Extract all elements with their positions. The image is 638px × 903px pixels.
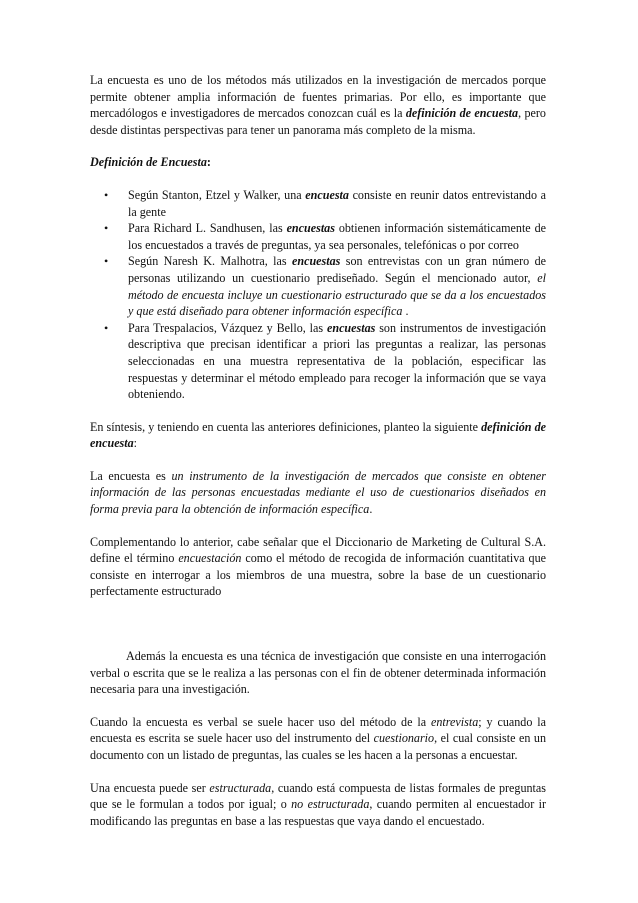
intro-paragraph <box>90 72 546 138</box>
intro-text: La encuesta es uno de los métodos más utilizados en la investigación de mercados porque permite obtener amplia información de fuentes primarias. Por ello, es importante que mercadólogos e investigadores de mercados conozcan cuál es la <box>90 73 546 121</box>
list-item-text: Para Richard L. Sandhusen, las <box>128 221 287 236</box>
section-heading-text: Definición de Encuesta <box>90 155 207 170</box>
list-item-emphasis: encuestas <box>291 254 341 269</box>
structure-text-end: , cuando permiten al encuestador ir modificando las preguntas en base a las respuestas que vaya dando el encuestado. <box>90 797 546 828</box>
intro-text-end: , pero desde distintas perspectivas para tener un panorama más completo de la misma. <box>90 106 546 137</box>
list-item-text-end: . <box>402 304 409 319</box>
verbal-text: Cuando la encuesta es verbal se suele hacer uso del método de la <box>90 714 431 729</box>
document-page <box>90 72 546 829</box>
list-item-emphasis: encuestas <box>326 320 376 335</box>
definition-text: La encuesta es <box>90 468 172 483</box>
technique-text: Además la encuesta es una técnica de investigación que consiste en una interrogación verbal o escrita que se le realiza a las personas con el fin de obtener determinada información necesaria para una investigación. <box>90 649 546 697</box>
synthesis-paragraph <box>90 419 546 452</box>
synthesis-text: En síntesis, y teniendo en cuenta las anteriores definiciones, planteo la siguiente <box>90 419 482 434</box>
complement-italic: encuestación <box>178 551 242 566</box>
definition-paragraph <box>90 468 546 518</box>
intro-emphasis: definición de encuesta <box>405 106 519 121</box>
structure-text: Una encuesta puede ser <box>90 780 210 795</box>
list-item-quote: el método de encuesta incluye un cuestionario estructurado que se da a los encuestados y que está diseñado para obtener información específica <box>128 270 546 319</box>
structure-text-mid: , cuando está compuesta de listas formales de preguntas que se le formulan a todos por igual; o <box>90 780 546 812</box>
structure-italic-2: no estructurada <box>291 797 370 812</box>
definition-text-end: . <box>369 502 373 517</box>
definitions-list <box>90 187 546 403</box>
list-item <box>102 187 546 220</box>
list-item-text: Según Naresh K. Malhotra, las <box>128 254 292 269</box>
list-item-emphasis: encuesta <box>305 187 349 202</box>
list-item-emphasis: encuestas <box>286 221 335 236</box>
list-item-text-end: son instrumentos de investigación descriptiva que precisan identificar a priori las preguntas a realizar, las personas seleccionadas en una muestra representativa de la población, especificar las respuestas y determinar el método empleado para recoger la información que se vaya obteniendo. <box>128 320 546 402</box>
technique-paragraph <box>90 648 546 698</box>
synthesis-emphasis: definición de encuesta <box>90 419 546 451</box>
complement-paragraph <box>90 534 546 600</box>
structure-italic: estructurada <box>209 780 272 795</box>
complement-text: Complementando lo anterior, cabe señalar que el Diccionario de Marketing de Cultural S.A. define el término <box>90 534 546 566</box>
list-item-text: Para Trespalacios, Vázquez y Bello, las <box>128 320 327 335</box>
list-item <box>102 253 546 319</box>
verbal-written-paragraph <box>90 714 546 764</box>
list-item <box>102 220 546 253</box>
complement-text-end: como el método de recogida de información cuantitativa que consiste en interrogar a los miembros de una muestra, sobre la base de un cuestionario perfectamente estructurado <box>90 551 546 599</box>
verbal-italic: entrevista <box>431 714 479 729</box>
verbal-text-mid: ; y cuando la encuesta es escrita se suele hacer uso del instrumento del <box>90 714 546 746</box>
list-item-text: Según Stanton, Etzel y Walker, una <box>128 187 306 202</box>
verbal-text-end: , el cual consiste en un documento con un listado de preguntas, las cuales se les hacen a la personas a encuestar. <box>90 731 546 762</box>
verbal-italic-2: cuestionario <box>373 731 435 746</box>
list-item-text-mid: son entrevistas con un gran número de personas utilizando un cuestionario prediseñado. Según el mencionado autor, <box>128 254 546 285</box>
list-item-text-end: consiste en reunir datos entrevistando a la gente <box>128 187 546 219</box>
list-item-text-end: obtienen información sistemáticamente de los encuestados a través de preguntas, ya sea personales, telefónicas o por correo <box>128 221 546 252</box>
section-heading-colon: : <box>206 155 211 170</box>
list-item <box>102 320 546 403</box>
structure-paragraph <box>90 780 546 830</box>
section-heading <box>90 154 546 171</box>
definition-italic: un instrumento de la investigación de mercados que consiste en obtener información de las personas encuestadas mediante el uso de cuestionarios diseñados en forma previa para la obtención de información específica <box>90 468 547 517</box>
synthesis-text-end: : <box>133 436 138 451</box>
